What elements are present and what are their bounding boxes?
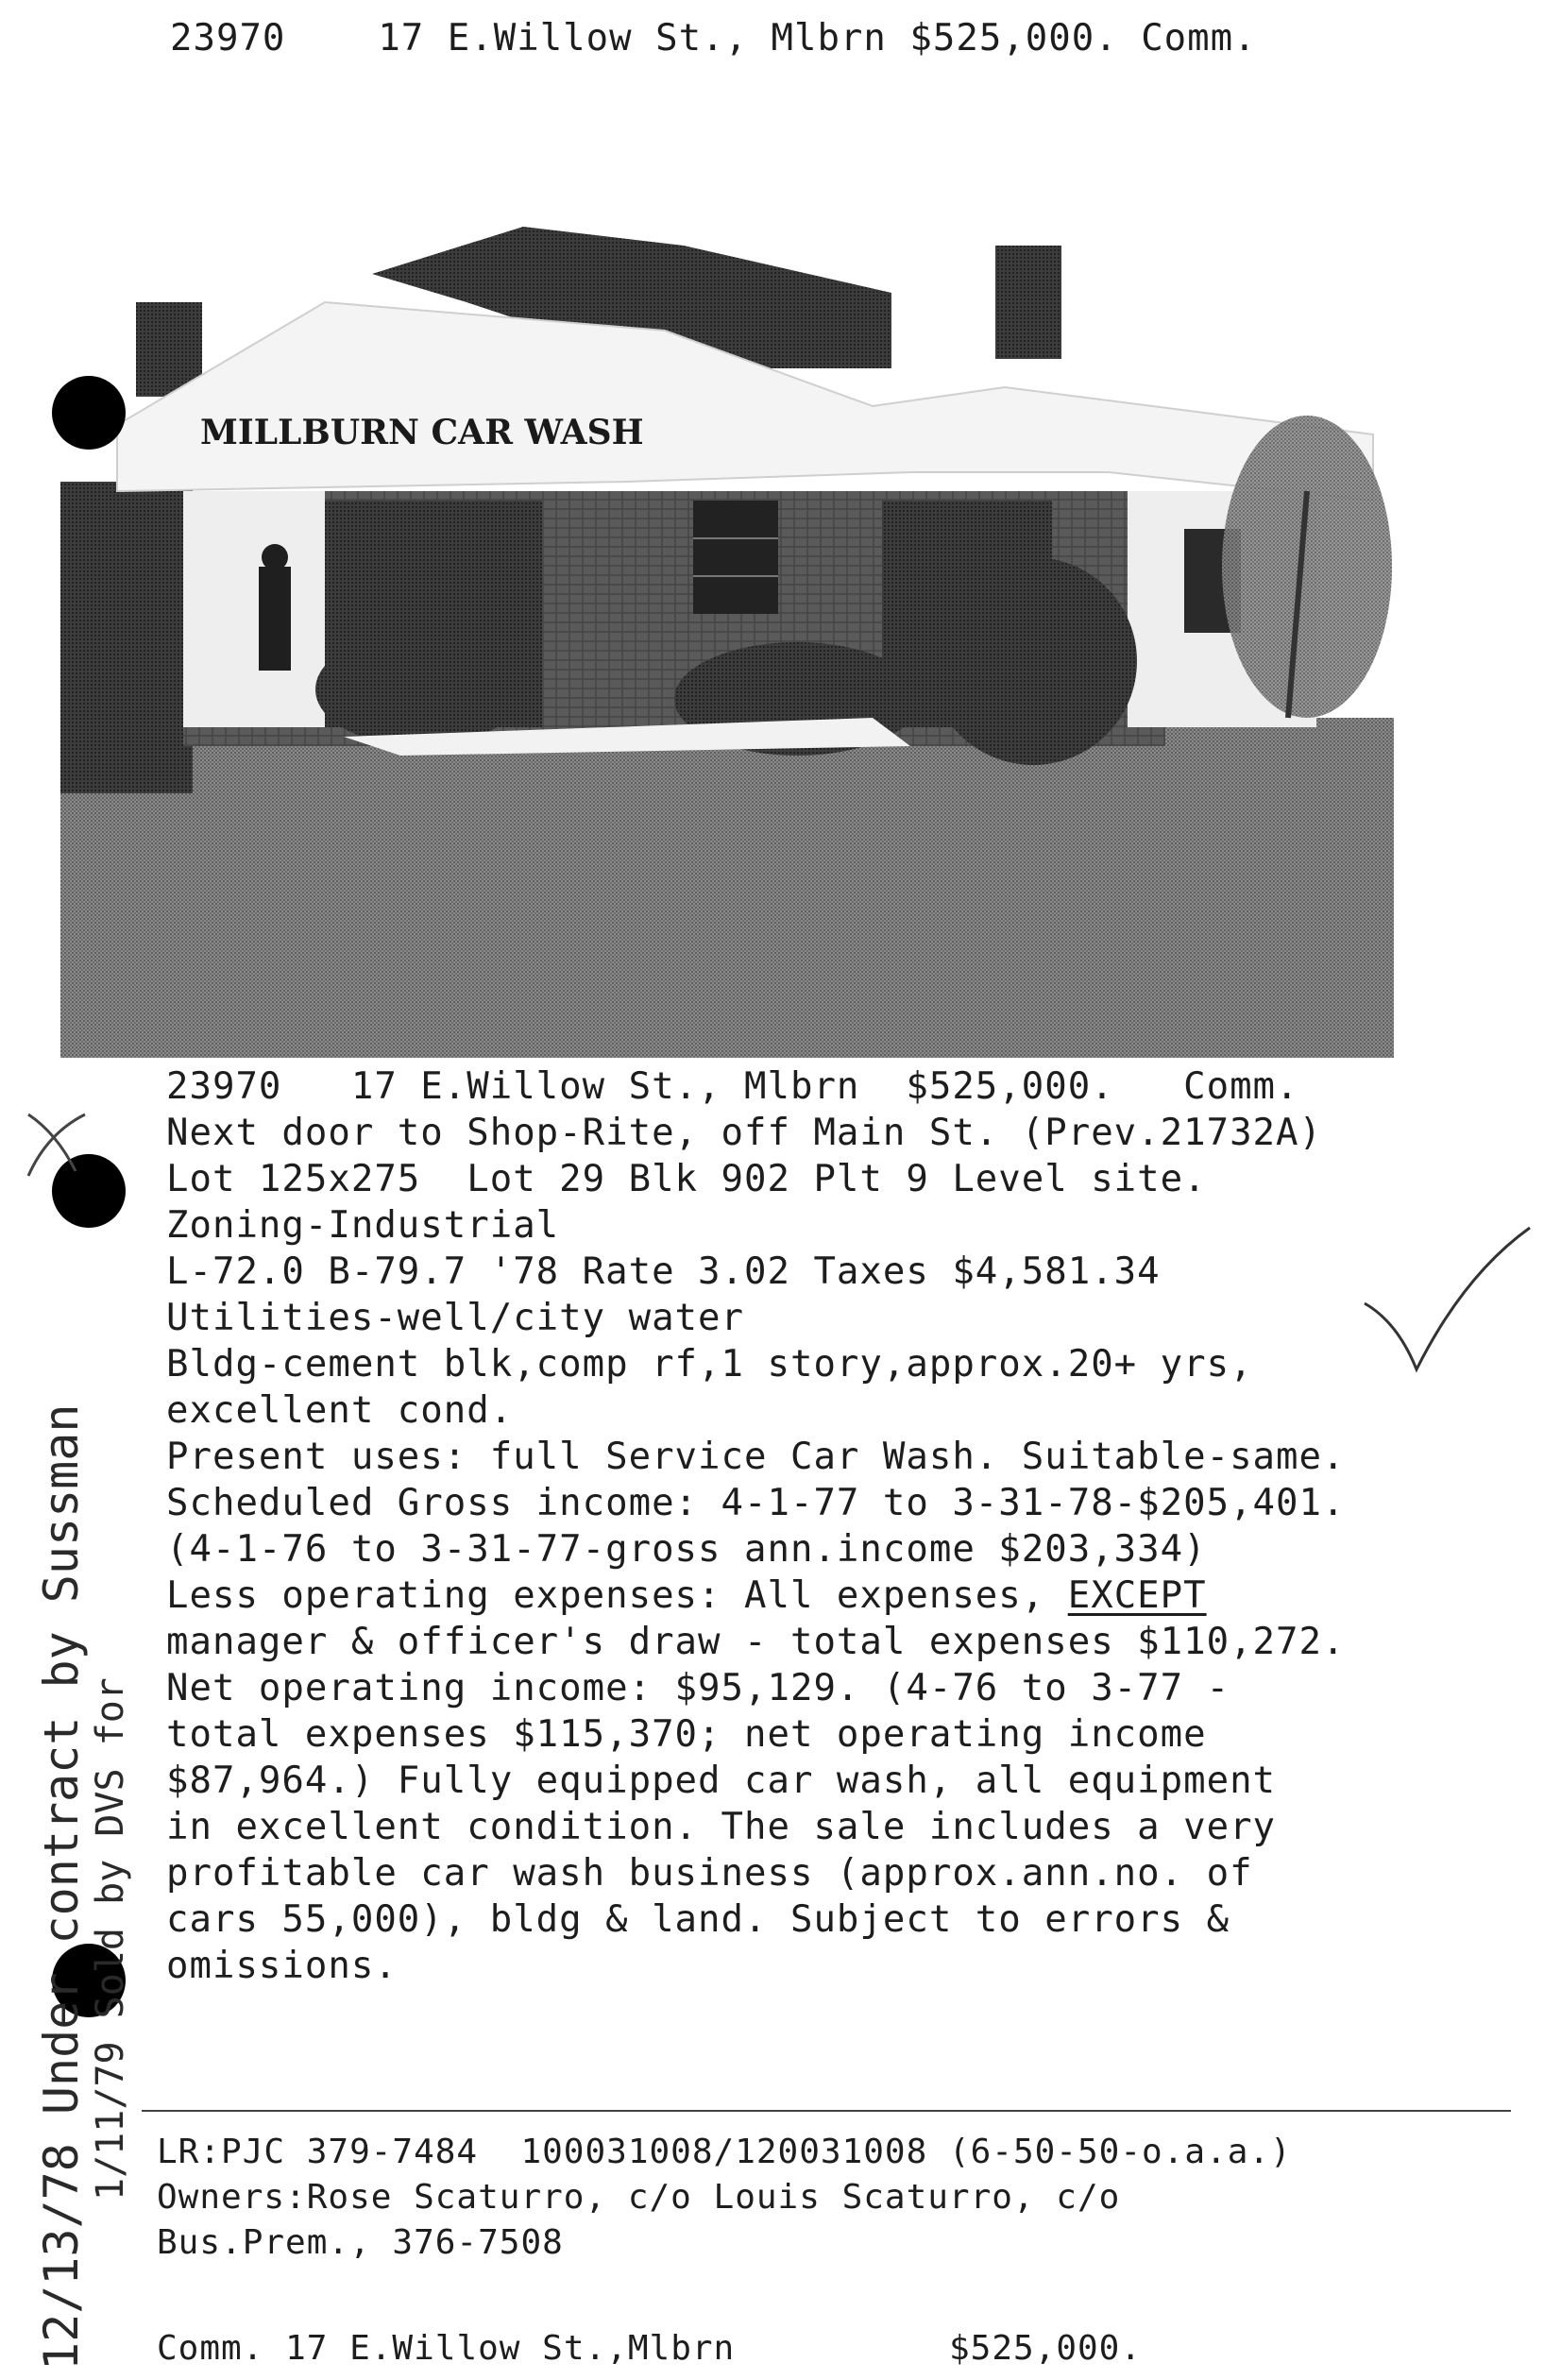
desc-line-9: Present uses: full Service Car Wash. Suitable-same. [166, 1436, 1346, 1478]
car-wash-sign: MILLBURN CAR WASH [200, 413, 644, 452]
under-contract-annotation: 12/13/78 Under contract by Sussman [34, 1403, 89, 2371]
desc-line-18: profitable car wash business (approx.ann.no. of [166, 1852, 1253, 1895]
desc-line-12 [166, 1574, 1207, 1617]
listing-header [170, 17, 1257, 60]
header-address: 17 E.Willow St., Mlbrn [378, 17, 887, 60]
desc-line-6: Utilities-well/city water [166, 1297, 744, 1339]
desc-line-20: omissions. [166, 1945, 398, 1987]
sold-annotation: 1/11/79 Sold by DVS for [89, 1677, 132, 2201]
bottom-summary [157, 2329, 1142, 2368]
header-price: $525,000. [909, 17, 1118, 60]
property-photo [60, 189, 1394, 1058]
desc-line-12-text: Less operating expenses: All expenses, [166, 1574, 1068, 1617]
desc-line-19: cars 55,000), bldg & land. Subject to errors & [166, 1898, 1230, 1941]
footer-line-2: Owners:Rose Scaturro, c/o Louis Scaturro, c/o [157, 2178, 1121, 2217]
desc-line-2: Next door to Shop-Rite, off Main St. (Prev.21732A) [166, 1112, 1322, 1154]
bottom-price: $525,000. [948, 2329, 1143, 2368]
header-listing-number: 23970 [170, 17, 286, 60]
desc-line-15: total expenses $115,370; net operating income [166, 1713, 1207, 1756]
handwritten-check-mark [1360, 1218, 1539, 1388]
bottom-type: Comm. [157, 2329, 264, 2368]
footer-line-1: LR:PJC 379-7484 100031008/120031008 (6-50-50-o.a.a.) [157, 2133, 1292, 2171]
desc-line-8: excellent cond. [166, 1389, 514, 1432]
desc-line-4: Zoning-Industrial [166, 1204, 560, 1247]
except-emphasis: EXCEPT [1067, 1574, 1207, 1617]
desc-line-14: Net operating income: $95,129. (4-76 to 3-77 - [166, 1667, 1230, 1709]
footer-line-3: Bus.Prem., 376-7508 [157, 2223, 564, 2262]
bottom-address: 17 E.Willow St.,Mlbrn [285, 2329, 736, 2368]
desc-line-7: Bldg-cement blk,comp rf,1 story,approx.20+ yrs, [166, 1343, 1253, 1386]
desc-line-11: (4-1-76 to 3-31-77-gross ann.income $203,334) [166, 1528, 1207, 1571]
footer-rule [142, 2110, 1511, 2112]
desc-line-10: Scheduled Gross income: 4-1-77 to 3-31-78-$205,401. [166, 1482, 1346, 1524]
listing-description [166, 1065, 1432, 2019]
handwritten-x-mark [9, 1096, 104, 1190]
desc-line-3: Lot 125x275 Lot 29 Blk 902 Plt 9 Level site. [166, 1158, 1207, 1200]
desc-line-13: manager & officer's draw - total expenses $110,272. [166, 1621, 1346, 1663]
desc-line-5: L-72.0 B-79.7 '78 Rate 3.02 Taxes $4,581.34 [166, 1250, 1161, 1293]
header-type: Comm. [1141, 17, 1257, 60]
desc-line-1: 23970 17 E.Willow St., Mlbrn $525,000. Comm. [166, 1065, 1299, 1108]
desc-line-16: $87,964.) Fully equipped car wash, all equipment [166, 1760, 1277, 1802]
punch-hole-top [52, 376, 126, 450]
desc-line-17: in excellent condition. The sale includes a very [166, 1806, 1277, 1848]
